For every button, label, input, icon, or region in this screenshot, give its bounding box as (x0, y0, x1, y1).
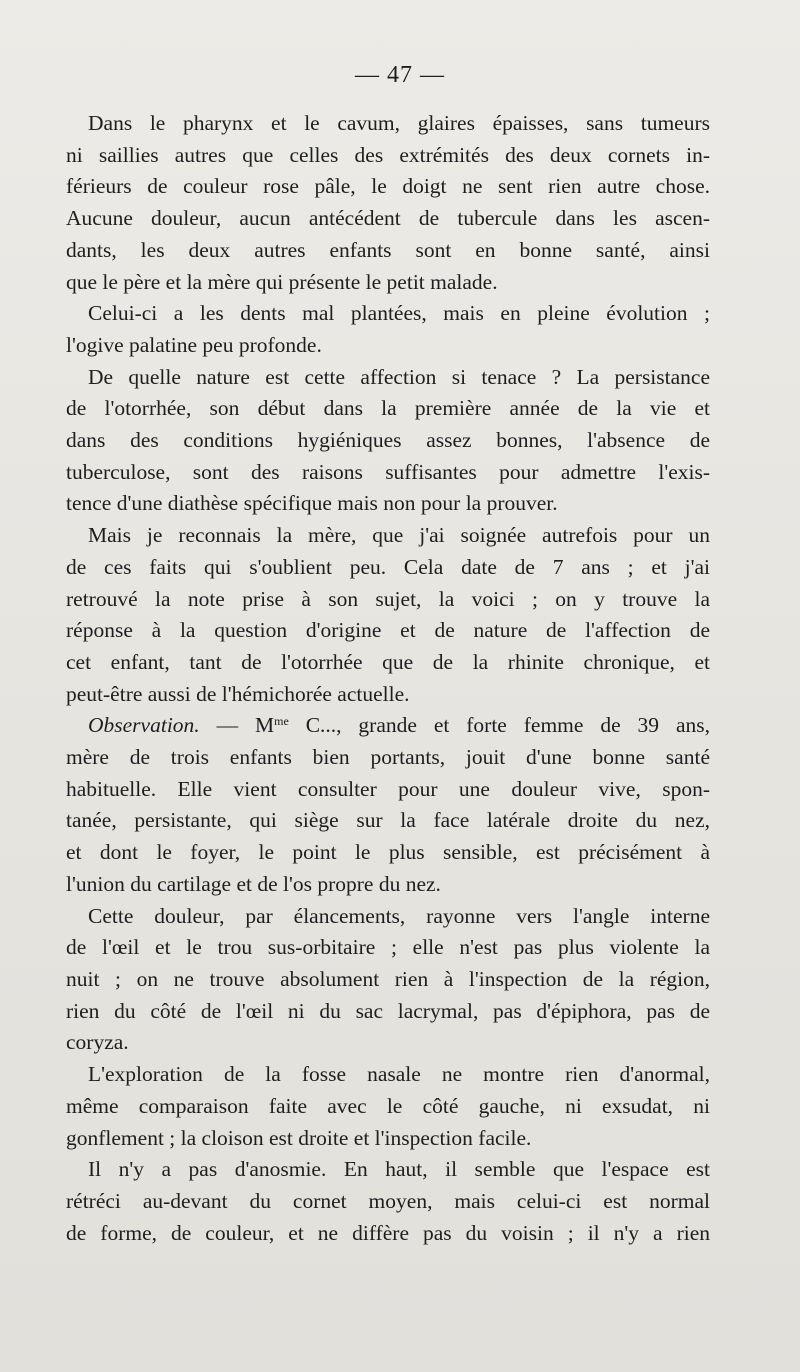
paragraph (66, 362, 710, 521)
text-line: même comparaison faite avec le côté gauche, ni exsudat, ni (66, 1093, 710, 1118)
text-line: Aucune douleur, aucun antécédent de tubercule dans les ascen- (66, 206, 710, 231)
text-line: coryza. (66, 1030, 129, 1055)
observation-label: Observation. (88, 713, 200, 738)
text-line: gonflement ; la cloison est droite et l'inspection facile. (66, 1125, 532, 1150)
paragraph (66, 1154, 710, 1249)
text-line: tanée, persistante, qui siège sur la face latérale droite du nez, (66, 808, 710, 833)
text-line: ni saillies autres que celles des extrémités des deux cornets in- (66, 142, 710, 167)
text-line: de l'otorrhée, son début dans la première année de la vie et (66, 396, 710, 421)
paragraph (66, 298, 710, 361)
text-line: tence d'une diathèse spécifique mais non pour la prouver. (66, 491, 558, 516)
text-line: cet enfant, tant de l'otorrhée que de la rhinite chronique, et (66, 649, 710, 674)
text-fragment: C..., grande et forte femme de 39 ans, (288, 713, 710, 738)
text-line: peut-être aussi de l'hémichorée actuelle. (66, 681, 410, 706)
text-line: que le père et la mère qui présente le petit malade. (66, 269, 498, 294)
text-line (66, 710, 710, 742)
paragraph (66, 108, 710, 298)
text-line: tuberculose, sont des raisons suffisantes pour admettre l'exis- (66, 459, 710, 484)
paragraph (66, 520, 710, 710)
text-line: mère de trois enfants bien portants, jouit d'une bonne santé (66, 745, 710, 770)
text-fragment: — M (199, 713, 275, 738)
paragraph (66, 1059, 710, 1154)
text-line: dants, les deux autres enfants sont en bonne santé, ainsi (66, 237, 710, 262)
text-line: De quelle nature est cette affection si tenace ? La persistance (88, 364, 710, 389)
paragraph (66, 901, 710, 1060)
text-line: de l'œil et le trou sus-orbitaire ; elle n'est pas plus violente la (66, 935, 710, 960)
text-line: Cette douleur, par élancements, rayonne vers l'angle interne (88, 903, 710, 928)
body-text (66, 108, 710, 1249)
text-line: nuit ; on ne trouve absolument rien à l'inspection de la région, (66, 966, 710, 991)
text-line: l'ogive palatine peu profonde. (66, 332, 322, 357)
superscript: me (274, 714, 289, 729)
text-line: L'exploration de la fosse nasale ne montre rien d'anormal, (88, 1062, 710, 1087)
text-line: réponse à la question d'origine et de nature de l'affection de (66, 618, 710, 643)
text-line: habituelle. Elle vient consulter pour une douleur vive, spon- (66, 776, 710, 801)
text-line: férieurs de couleur rose pâle, le doigt ne sent rien autre chose. (66, 174, 710, 199)
text-line: l'union du cartilage et de l'os propre du nez. (66, 871, 441, 896)
page-number: — 47 — (355, 62, 445, 88)
text-line: de ces faits qui s'oublient peu. Cela date de 7 ans ; et j'ai (66, 554, 710, 579)
text-line: Celui-ci a les dents mal plantées, mais en pleine évolution ; (88, 301, 710, 326)
text-line: Il n'y a pas d'anosmie. En haut, il semble que l'espace est (88, 1157, 710, 1182)
text-line: et dont le foyer, le point le plus sensible, est précisément à (66, 840, 710, 865)
text-line: dans des conditions hygiéniques assez bonnes, l'absence de (66, 428, 710, 453)
text-line: rien du côté de l'œil ni du sac lacrymal, pas d'épiphora, pas de (66, 998, 710, 1023)
text-line: rétréci au-devant du cornet moyen, mais celui-ci est normal (66, 1188, 710, 1213)
text-line: Dans le pharynx et le cavum, glaires épaisses, sans tumeurs (88, 111, 710, 135)
text-line: de forme, de couleur, et ne diffère pas du voisin ; il n'y a rien (66, 1220, 710, 1245)
observation-paragraph (66, 710, 710, 900)
text-line: Mais je reconnais la mère, que j'ai soignée autrefois pour un (88, 523, 710, 548)
text-line: retrouvé la note prise à son sujet, la voici ; on y trouve la (66, 586, 710, 611)
